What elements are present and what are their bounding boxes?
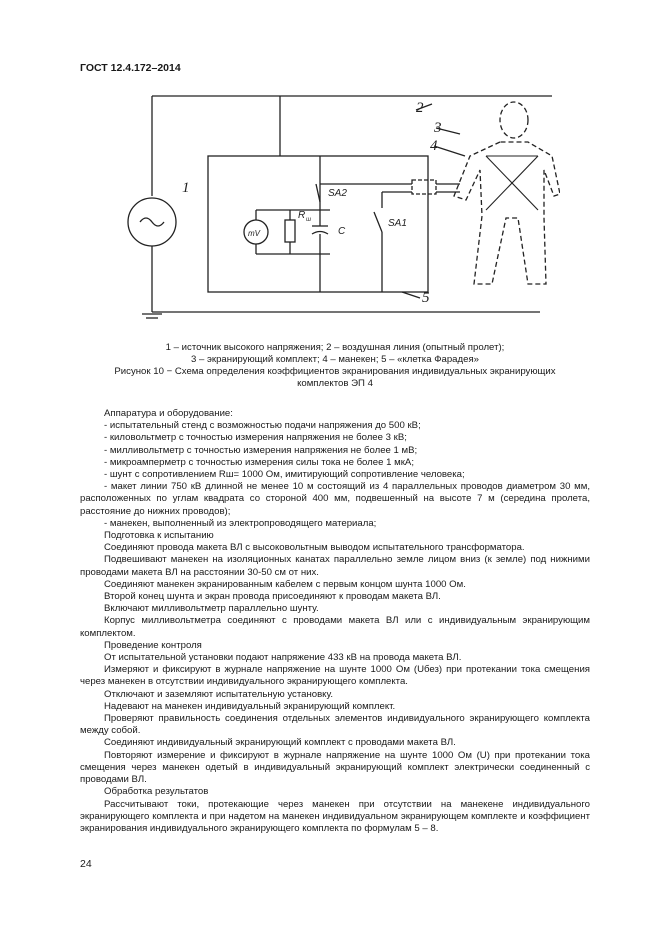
label-4: 4 bbox=[430, 138, 438, 154]
paragraph: Повторяют измерение и фиксируют в журнале напряжение на шунте 1000 Ом (U) при протекании тока смещения через манекен одетый в индивидуальный экранирующий комплект электрически соединенный с проводами ВЛ. bbox=[80, 749, 590, 786]
label-mv: mV bbox=[248, 229, 260, 238]
paragraph: Измеряют и фиксируют в журнале напряжение на шунте 1000 Ом (Uбез) при протекании тока смещения через манекен в отсутствии индивидуального экранирующего комплекта. bbox=[80, 664, 590, 688]
paragraph: Аппаратура и оборудование: bbox=[104, 408, 233, 419]
paragraph: - милливольтметр с точностью измерения напряжения не более 1 мВ; bbox=[104, 444, 418, 456]
document-header: ГОСТ 12.4.172–2014 bbox=[80, 62, 181, 74]
paragraph: Соединяют провода макета ВЛ с высоковольтным выводом испытательного трансформатора. bbox=[104, 542, 525, 554]
label-5: 5 bbox=[422, 290, 430, 306]
paragraph: Проверяют правильность соединения отдельных элементов индивидуального экранирующего комплекта между собой. bbox=[80, 713, 590, 737]
paragraph: Подготовка к испытанию bbox=[104, 530, 214, 542]
body-text bbox=[80, 408, 590, 835]
paragraph: От испытательной установки подают напряжение 433 кВ на провода макета ВЛ. bbox=[104, 652, 462, 664]
paragraph: - макет линии 750 кВ длинной не менее 10 м состоящий из 4 параллельных проводов диаметром 30 мм, расположенных по углам квадрата со стороной 400 мм, подвешенный на высоте 7 м (середина пролета, расстояние до нижних проводов); bbox=[80, 481, 590, 517]
label-3: 3 bbox=[434, 120, 442, 136]
paragraph: Отключают и заземляют испытательную установку. bbox=[104, 688, 333, 700]
paragraph: Корпус милливольтметра соединяют с проводами макета ВЛ или с индивидуальным экранирующим комплектом. bbox=[80, 615, 590, 639]
paragraph: - манекен, выполненный из электропроводящего материала; bbox=[104, 517, 377, 529]
paragraph: - испытательный стенд с возможностью подачи напряжения до 500 кВ; bbox=[104, 420, 421, 432]
mannequin bbox=[454, 102, 560, 284]
paragraph: Второй конец шунта и экран провода присоединяют к проводам макета ВЛ. bbox=[104, 591, 441, 603]
figure-title-line-1: Рисунок 10 − Схема определения коэффициентов экранирования индивидуальных экранирующих bbox=[114, 366, 556, 377]
label-sa2: SA2 bbox=[328, 188, 347, 199]
paragraph: Включают милливольтметр параллельно шунту. bbox=[104, 603, 319, 615]
label-1: 1 bbox=[182, 180, 190, 196]
paragraph: - микроамперметр с точностью измерения силы тока не более 1 мкА; bbox=[104, 456, 414, 468]
paragraph: Рассчитывают токи, протекающие через манекен при отсутствии на манекене индивидуального экранирующего комплекта и при надетом на манекен индивидуальном экранирующем комплекте и коэффициент экранирования индивидуального экранирующего комплекта по формулам 5 – 8. bbox=[80, 798, 590, 834]
paragraph: Соединяют манекен экранированным кабелем с первым концом шунта 1000 Ом. bbox=[104, 578, 466, 590]
paragraph: Обработка результатов bbox=[104, 786, 209, 798]
paragraph: Проведение контроля bbox=[104, 639, 202, 651]
paragraph: Подвешивают манекен на изоляционных канатах параллельно земле лицом вниз (к земле) под нижними проводами макета ВЛ на расстоянии 30-50 см от них. bbox=[80, 554, 590, 578]
label-sa1: SA1 bbox=[388, 218, 407, 229]
shunt-resistor bbox=[285, 220, 295, 242]
switch-sa1 bbox=[374, 212, 382, 232]
figure-title-line-2: комплектов ЭП 4 bbox=[297, 378, 373, 389]
label-rsh-sub: ш bbox=[306, 217, 311, 223]
paragraph: Надевают на манекен индивидуальный экранирующий комплект. bbox=[104, 700, 396, 712]
circuit-diagram bbox=[120, 84, 560, 334]
protective-suit bbox=[486, 156, 538, 210]
paragraph: Соединяют индивидуальный экранирующий комплект с проводами макета ВЛ. bbox=[104, 737, 456, 749]
label-capacitor: C bbox=[338, 226, 346, 237]
paragraph: - шунт с сопротивлением Rш= 1000 Ом, имитирующий сопротивление человека; bbox=[104, 469, 465, 481]
paragraph: - киловольтметр с точностью измерения напряжения не более 3 кВ; bbox=[104, 432, 407, 444]
legend-line-1: 1 – источник высокого напряжения; 2 – воздушная линия (опытный пролет); bbox=[165, 342, 505, 353]
page-number: 24 bbox=[80, 858, 92, 870]
label-2: 2 bbox=[416, 100, 424, 116]
label-rsh: R bbox=[298, 210, 306, 221]
legend-line-2: 3 – экранирующий комплект; 4 – манекен; 5 – «клетка Фарадея» bbox=[191, 354, 479, 365]
